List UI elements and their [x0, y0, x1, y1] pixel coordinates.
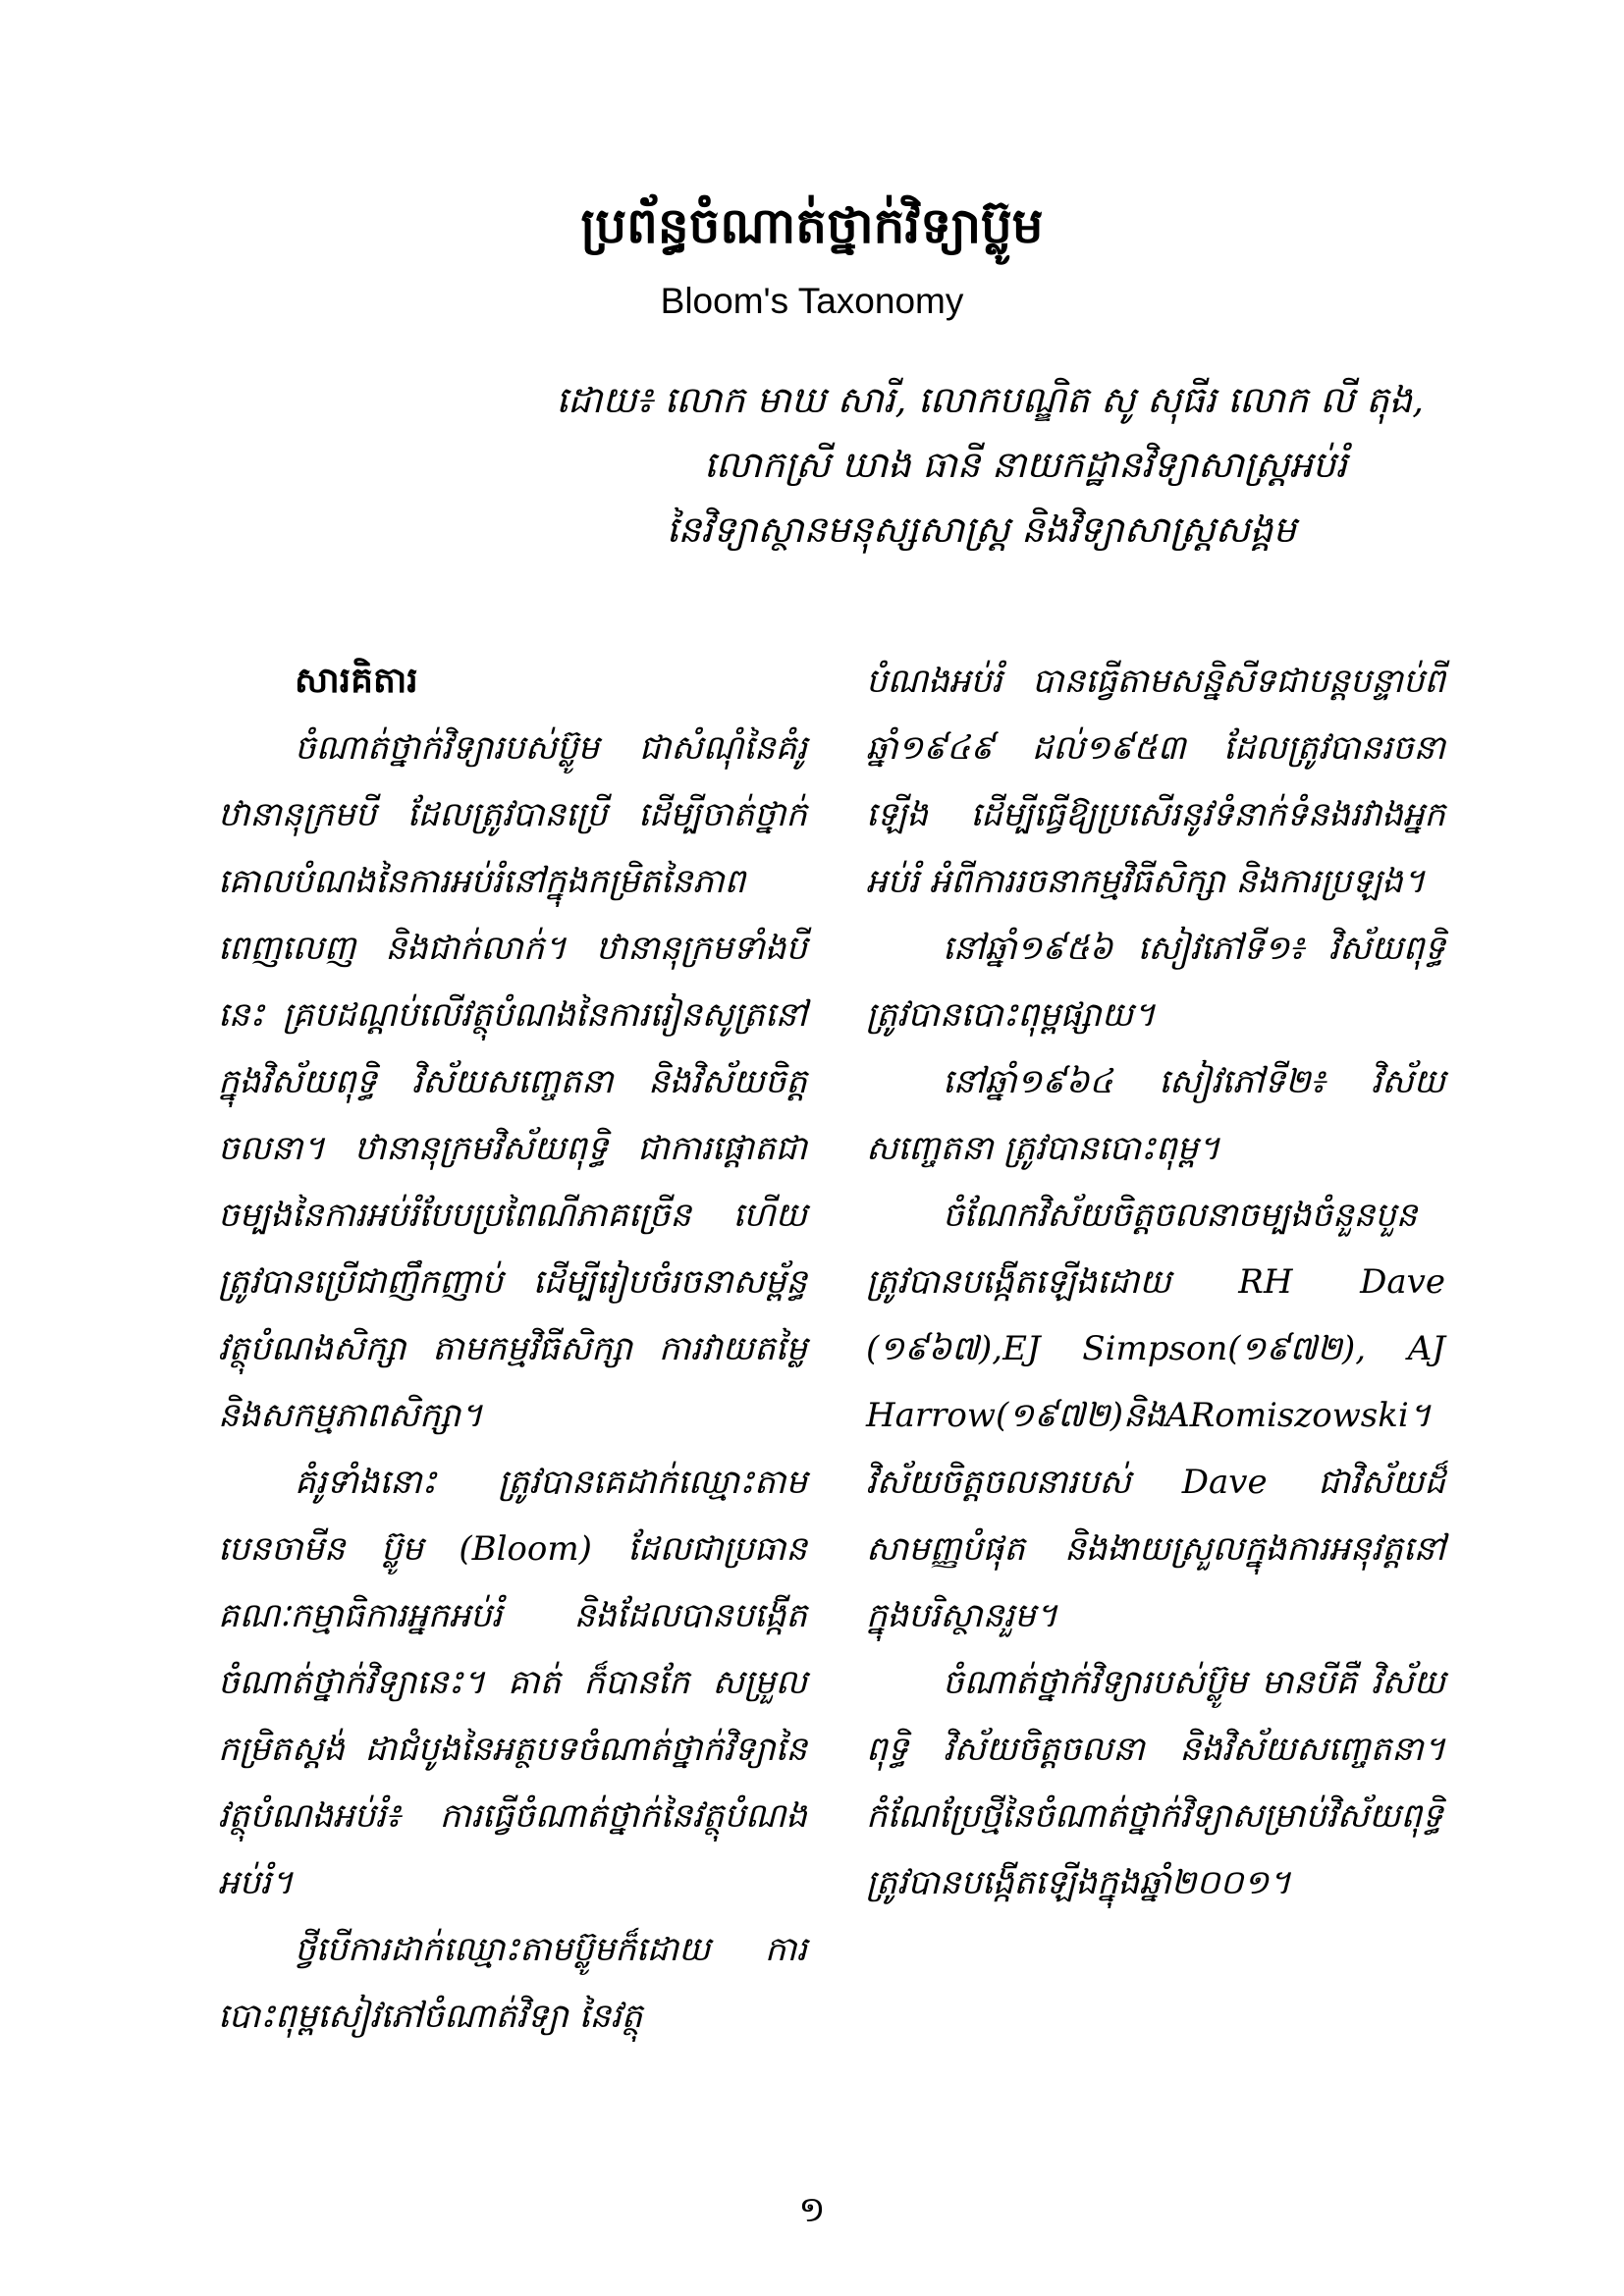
paragraph: ចំណែកវិស័យចិត្តចលនាចម្បងចំនួនបួន ត្រូវបានបង្កើតឡើងដោយ RH Dave (១៩៦៧),EJ Simpson(១៩៧២), AJ Harrow(១៩៧២)និងARomiszowski។វិស័យចិត្តចលនារបស់ Dave ជាវិស័យដ៏សាមញ្ញបំផុត និងងាយស្រួលក្នុងការអនុវត្តនៅក្នុងបរិស្ថានរួម។: [866, 1196, 1445, 1635]
paragraph: នៅឆ្នាំ១៩៦៤ សៀវភៅទី២៖ វិស័យសញ្ចេតនា ត្រូវបានបោះពុម្ព។: [866, 1062, 1445, 1168]
author-line: ដោយ៖ លោក មាឃ សារី, លោកបណ្ឌិត សូ សុធីរ លោក លី តុង,: [556, 379, 1424, 421]
paragraph: នៅឆ្នាំ១៩៥៦ សៀវភៅទី១៖ វិស័យពុទ្ធិ ត្រូវបានបោះពុម្ពផ្សាយ។: [866, 929, 1445, 1035]
paragraph: បំណងអប់រំ បានធ្វើតាមសន្និសីទជាបន្តបន្ទាប់ពីឆ្នាំ១៩៤៩ ដល់១៩៥៣ ដែលត្រូវបានរចនាឡើង ដើម្បីធ្វើឱ្យប្រសើរនូវទំនាក់ទំនងរវាងអ្នកអប់រំ អំពីការរចនាកម្មវិធីសិក្សា និងការប្រឡង។: [866, 662, 1445, 901]
paragraph: ចំណាត់ថ្នាក់វិទ្យារបស់ប៊្លូម ជាសំណុំនៃគំរូឋានានុក្រមបី ដែលត្រូវបានប្រើ ដើម្បីចាត់ថ្នាក់គោលបំណងនៃការអប់រំនៅក្នុងកម្រិតនៃភាពពេញលេញ និងជាក់លាក់។ ឋានានុក្រមទាំងបីនេះ គ្របដណ្តប់លើវត្ថុបំណងនៃការរៀនសូត្រនៅក្នុងវិស័យពុទ្ធិ វិស័យសញ្ចេតនា និងវិស័យចិត្តចលនា។ ឋានានុក្រមវិស័យពុទ្ធិ ជាការផ្តោតជាចម្បងនៃការអប់រំបែបប្រពៃណីភាគច្រើន ហើយត្រូវបានប្រើជាញឹកញាប់ ដើម្បីរៀបចំរចនាសម្ព័ន្ធវត្ថុបំណងសិក្សា តាមកម្មវិធីសិក្សា ការវាយតម្លៃ និងសកម្មភាពសិក្សា។: [218, 728, 807, 1435]
author-line: នៃវិទ្យាស្ថានមនុស្សសាស្ត្រ និងវិទ្យាសាស្ត្រសង្គម: [666, 508, 1296, 551]
page-subtitle: Bloom's Taxonomy: [660, 281, 964, 321]
page-number: ១: [798, 2190, 826, 2230]
paragraph: ថ្វីបើការដាក់ឈ្មោះតាមប៊្លូមក៏ដោយ ការបោះពុម្ពសៀវភៅចំណាត់វិទ្យា នៃវត្ថុ: [218, 1930, 807, 2036]
right-column: [866, 648, 1445, 1916]
page-title: ប្រព័ន្ធចំណាត់ថ្នាក់វិទ្យាប៊្លូម: [580, 197, 1044, 254]
author-block: [412, 368, 1424, 562]
author-line: លោកស្រី ឃាង ធានី នាយកដ្ឋានវិទ្យាសាស្ត្រអប់រំ: [704, 444, 1347, 486]
paragraph: ចំណាត់ថ្នាក់វិទ្យារបស់ប៊្លូម មានបីគឺ វិស័យពុទ្ធិ វិស័យចិត្តចលនា និងវិស័យសញ្ចេតនា។ កំណែប្រែថ្មីនៃចំណាត់ថ្នាក់វិទ្យាសម្រាប់វិស័យពុទ្ធិ ត្រូវបានបង្កើតឡើងក្នុងឆ្នាំ២០០១។: [866, 1663, 1445, 1902]
left-column: [218, 648, 807, 2050]
paragraph: គំរូទាំងនោះ ត្រូវបានគេដាក់ឈ្មោះតាម បេនចាមីន ប៊្លូម (Bloom) ដែលជាប្រធានគណៈកម្មាធិការអ្នកអប់រំ និងដែលបានបង្កើតចំណាត់ថ្នាក់វិទ្យានេះ។ គាត់ ក៏បានកែ សម្រួលកម្រិតស្តង់ ដាជំបូងនៃអត្ថបទចំណាត់ថ្នាក់វិទ្យានៃវត្ថុបំណងអប់រំ៖ ការធ្វើចំណាត់ថ្នាក់នៃវត្ថុបំណងអប់រំ។: [218, 1463, 807, 1902]
abstract-heading: សារគិតារ: [295, 661, 418, 701]
